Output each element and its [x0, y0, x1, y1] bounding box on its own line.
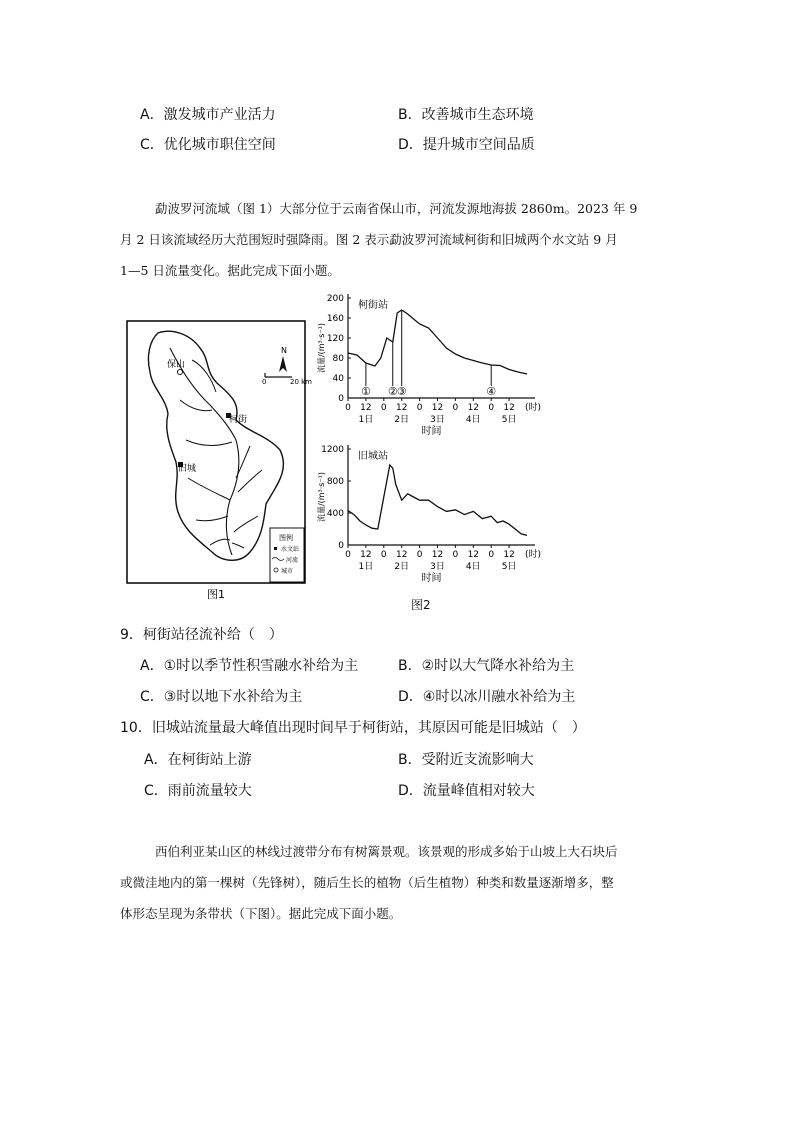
x-tick-label: (时): [524, 550, 542, 560]
x-tick-label: 12: [395, 403, 408, 413]
x-tick-label: 12: [503, 403, 515, 413]
day-label: 4日: [465, 415, 481, 425]
q9-option-c: C．③时以地下水补给为主: [140, 689, 303, 705]
x-tick-label: 12: [467, 550, 480, 560]
marker-label: ②: [387, 385, 398, 398]
x-tick-label: 12: [360, 403, 372, 413]
y-tick-label: 80: [332, 354, 344, 364]
day-label: 2日: [394, 415, 410, 425]
x-axis-label: 时间: [421, 573, 442, 584]
y-tick-label: 400: [326, 509, 344, 519]
option-d: D．提升城市空间品质: [398, 137, 535, 153]
q9-stem: 9．柯街站径流补给（ ）: [120, 627, 283, 643]
y-tick-label: 1200: [321, 445, 344, 455]
q10-option-a: A．在柯街站上游: [144, 752, 252, 768]
x-tick-label: 0: [488, 403, 495, 413]
legend-station: 水文站: [281, 546, 300, 553]
series-line: [348, 310, 527, 374]
day-label: 1日: [358, 562, 374, 572]
y-axis-label: 流量/(m³·s⁻¹): [317, 471, 326, 523]
x-tick-label: 12: [431, 403, 444, 413]
y-axis-label: 流量/(m³·s⁻¹): [317, 322, 326, 374]
x-tick-label: 0: [452, 550, 459, 560]
y-tick-label: 0: [338, 394, 344, 404]
y-tick-label: 160: [326, 314, 344, 324]
x-tick-label: 0: [488, 550, 495, 560]
day-label: 5日: [501, 562, 517, 572]
intro2-line: 体形态呈现为条带状（下图）。据此完成下面小题。: [120, 906, 402, 921]
x-tick-label: 12: [467, 403, 480, 413]
q9-option-d: D．④时以冰川融水补给为主: [398, 689, 576, 705]
city-baoshan: 保山: [167, 360, 186, 370]
intro-line: 勐波罗河流域（图 1）大部分位于云南省保山市，河流发源地海拔 2860m。2023 年 9: [155, 201, 638, 216]
x-tick-label: 0: [345, 550, 351, 560]
q10-option-b: B．受附近支流影响大: [398, 752, 534, 768]
scale-label: 20 km: [290, 378, 313, 386]
option-b: B．改善城市生态环境: [398, 107, 534, 123]
day-label: 1日: [358, 415, 374, 425]
q10-stem: 10．旧城站流量最大峰值出现时间早于柯街站，其原因可能是旧城站（ ）: [120, 720, 586, 736]
y-tick-label: 200: [326, 294, 344, 304]
x-tick-label: 12: [503, 550, 515, 560]
x-tick-label: 0: [380, 550, 387, 560]
intro2-line: 西伯利亚某山区的林线过渡带分布有树篱景观。该景观的形成多始于山坡上大石块后: [155, 844, 618, 859]
day-label: 3日: [430, 562, 445, 572]
y-tick-label: 0: [338, 541, 344, 551]
y-tick-label: 800: [326, 477, 344, 487]
x-tick-label: 12: [395, 550, 408, 560]
marker-label: ①: [360, 385, 371, 398]
q9-option-b: B．②时以大气降水补给为主: [398, 658, 575, 674]
day-label: 4日: [465, 562, 481, 572]
q10-option-c: C．雨前流量较大: [144, 783, 252, 799]
intro-line: 月 2 日该流域经历大范围短时强降雨。图 2 表示勐波罗河流域柯街和旧城两个水文站 9 月: [120, 232, 618, 247]
legend-title: 图例: [279, 534, 293, 542]
option-c: C．优化城市职住空间: [140, 137, 276, 153]
legend-city: 城市: [281, 568, 294, 575]
marker-label: ④: [486, 385, 497, 398]
x-tick-label: 12: [360, 550, 372, 560]
day-label: 2日: [394, 562, 410, 572]
option-a: A．激发城市产业活力: [140, 107, 276, 123]
station-kejie: 柯街: [229, 415, 248, 425]
intro-line: 1—5 日流量变化。据此完成下面小题。: [120, 263, 340, 278]
x-tick-label: 0: [345, 403, 351, 413]
y-tick-label: 120: [326, 334, 344, 344]
q10-option-d: D．流量峰值相对较大: [398, 783, 535, 799]
fig1-caption: 图1: [207, 588, 225, 601]
x-tick-label: 0: [416, 403, 423, 413]
series-line: [348, 465, 527, 535]
legend-river: 河流: [286, 557, 299, 564]
chart-title: 旧城站: [358, 451, 388, 462]
q9-option-a: A．①时以季节性积雪融水补给为主: [140, 658, 359, 674]
chart-title: 柯街站: [358, 300, 388, 311]
y-tick-label: 40: [332, 374, 344, 384]
marker-label: ③: [396, 385, 407, 398]
x-axis-label: 时间: [421, 426, 442, 437]
north-label: N: [281, 346, 287, 355]
intro2-line: 或微洼地内的第一棵树（先锋树），随后生长的植物（后生植物）种类和数量逐渐增多，整: [120, 875, 614, 890]
fig2-caption: 图2: [411, 598, 431, 612]
day-label: 5日: [501, 415, 517, 425]
x-tick-label: 0: [380, 403, 387, 413]
x-tick-label: 0: [452, 403, 459, 413]
x-tick-label: 12: [431, 550, 444, 560]
x-tick-label: (时): [524, 403, 542, 413]
scale-zero: 0: [262, 378, 267, 386]
station-jiucheng: 旧城: [178, 464, 197, 474]
day-label: 3日: [430, 415, 445, 425]
x-tick-label: 0: [416, 550, 423, 560]
